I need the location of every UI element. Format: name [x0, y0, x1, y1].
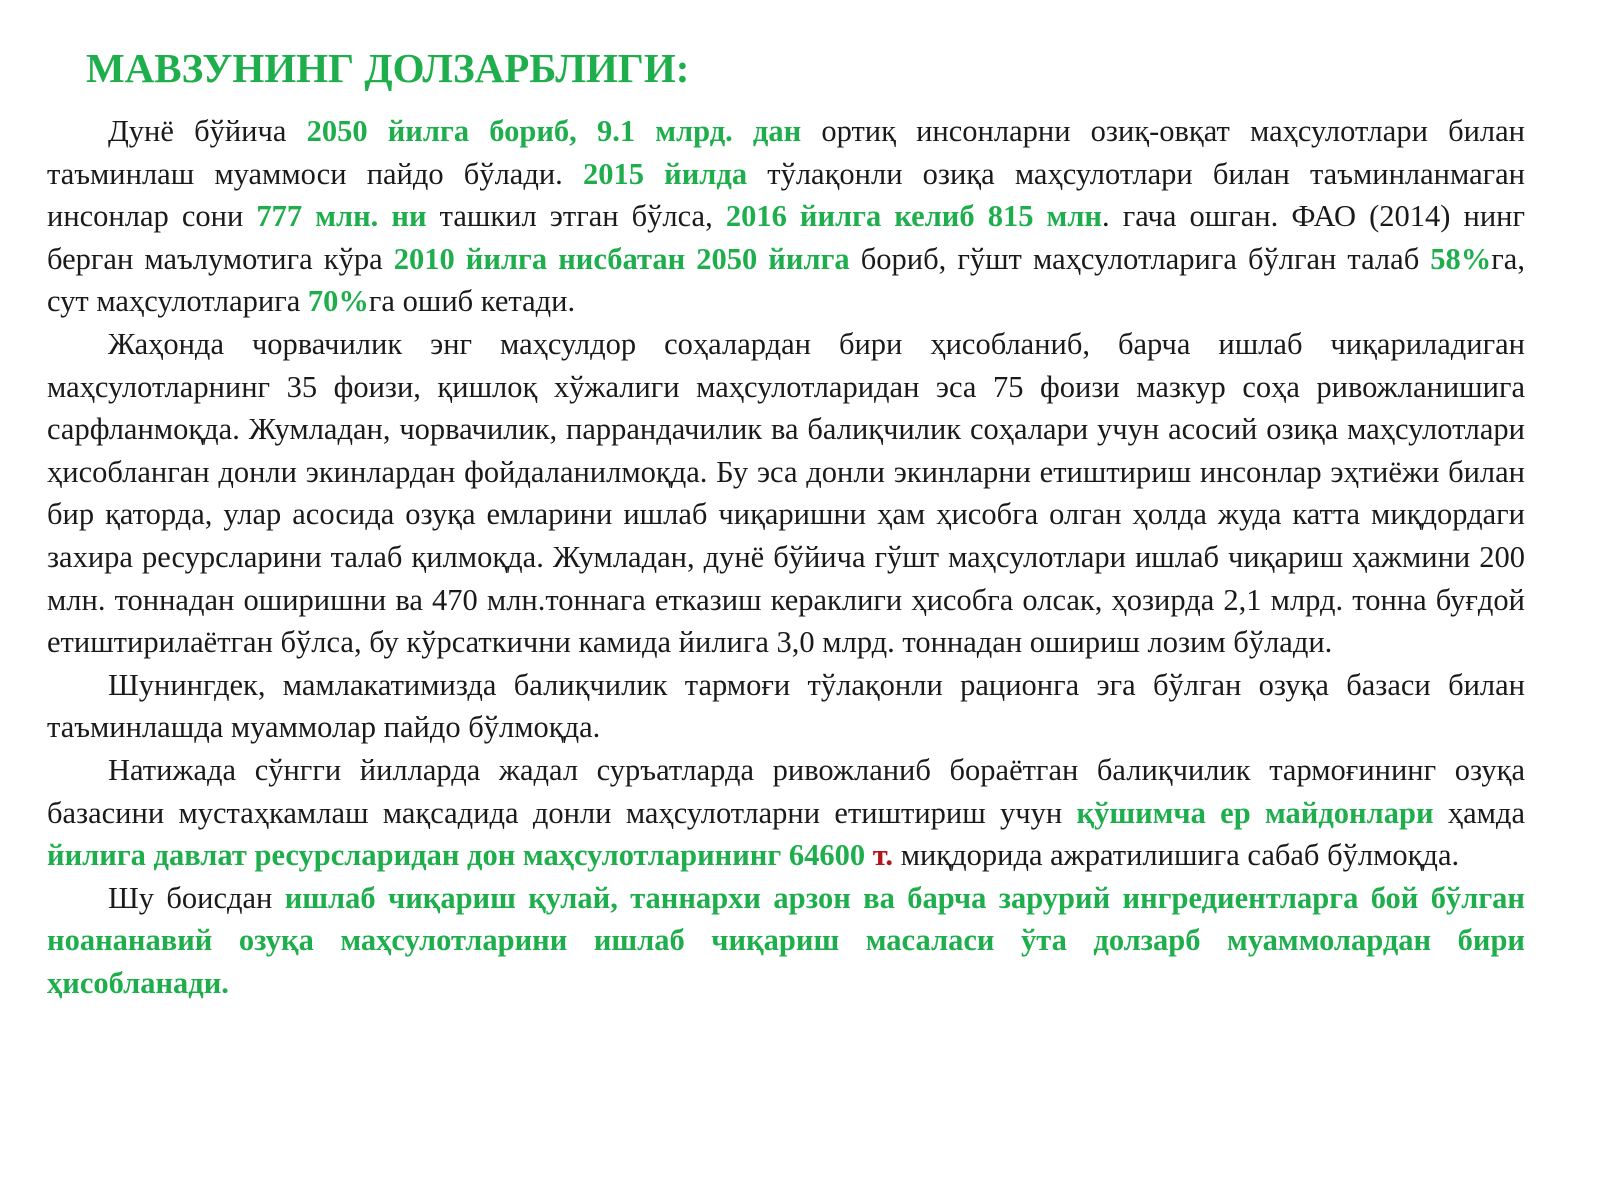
highlight-span: йилига давлат ресурсларидан дон маҳсулотларининг 64600	[47, 838, 873, 873]
text-span: Шунингдек, мамлакатимизда балиқчилик тармоғи тўлақонли рационга эга бўлган озуқа базаси билан таъминлашда муаммолар пайдо бўлмоқда.	[47, 667, 1525, 745]
highlight-span: ишлаб чиқариш қулай, таннархи арзон ва барча зарурий ингредиентларга бой бўлган ноананавий озуқа маҳсулотларини ишлаб чиқариш масаласи ўта долзарб муаммолардан бири ҳисобланади.	[47, 880, 1525, 1000]
text-span: Жаҳонда чорвачилик энг маҳсулдор соҳалардан бири ҳисобланиб, барча ишлаб чиқариладиган маҳсулотларнинг 35 фоизи, қишлоқ хўжалиги маҳсулотларидан эса 75 фоизи мазкур соҳа ривожланишига сарфланмоқда. Жумладан, чорвачилик, паррандачилик ва балиқчилик соҳалари учун асосий озиқа маҳсулотлари ҳисобланган донли экинлардан фойдаланилмоқда. Бу эса донли экинларни етиштириш инсонлар эҳтиёжи билан бир қаторда, улар асосида озуқа емларини ишлаб чиқаришни ҳам ҳисобга олган ҳолда жуда катта миқдордаги захира ресурсларини талаб қилмоқда. Жумладан, дунё бўйича гўшт маҳсулотлари ишлаб чиқариш ҳажмини 200 млн. тоннадан оширишни ва 470 млн.тоннага етказиш кераклиги ҳисобга олсак, ҳозирда 2,1 млрд. тонна буғдой етиштирилаётган бўлса, бу кўрсаткични камида йилига 3,0 млрд. тоннадан ошириш лозим бўлади.	[47, 326, 1525, 660]
page-title: МАВЗУНИНГ ДОЛЗАРБЛИГИ:	[86, 45, 690, 91]
text-span: тўлақонли озиқа маҳсулотлари билан таъминланмаган инсонлар сони	[47, 156, 1526, 234]
text-span: Натижада сўнгги йилларда жадал суръатларда ривожланиб бораётган балиқчилик тармоғининг озуқа базасини мустаҳкамлаш мақсадида донли маҳсулотларни етиштириш учун	[47, 752, 1525, 830]
text-span: ҳамда	[1433, 795, 1525, 830]
text-span: Дунё бўйича	[108, 114, 307, 148]
highlight-span: 2050 йилга бориб, 9.1 млрд. дан	[306, 114, 802, 148]
text-span: Шу боисдан	[108, 880, 285, 915]
paragraph-4	[47, 749, 1525, 877]
highlight-span: 58%	[1430, 241, 1492, 276]
highlight-span: қўшимча ер майдонлари	[1076, 795, 1434, 830]
text-span: га ошиб кетади.	[368, 284, 576, 319]
highlight-span: 777 млн. ни	[256, 199, 427, 234]
text-span: . гача ошган. ФАО (2014) нинг берган маълумотига кўра	[47, 199, 1525, 276]
highlight-span: 2016 йилга келиб 815 млн	[725, 199, 1103, 234]
text-span: га, сут маҳсулотларига	[47, 241, 1525, 319]
highlight-span: 2010 йилга нисбатан 2050 йилга	[393, 241, 850, 276]
text-span: бориб, гўшт маҳсулотларига бўлган талаб	[849, 241, 1431, 276]
unit-span: т.	[872, 838, 894, 873]
paragraph-3	[47, 664, 1525, 749]
highlight-span: 2015 йилда	[582, 156, 748, 191]
text-span: ортиқ инсонларни озиқ-овқат маҳсулотлари билан таъминлаш муаммоси пайдо бўлади.	[47, 114, 1525, 191]
paragraph-5	[47, 877, 1525, 1005]
paragraph-2	[47, 323, 1525, 664]
highlight-span: 70%	[307, 284, 369, 319]
text-span: ташкил этган бўлса,	[426, 199, 726, 234]
text-span: миқдорида ажратилишига сабаб бўлмоқда.	[893, 838, 1460, 873]
body-text	[47, 110, 1525, 1004]
paragraph-1	[47, 110, 1525, 323]
